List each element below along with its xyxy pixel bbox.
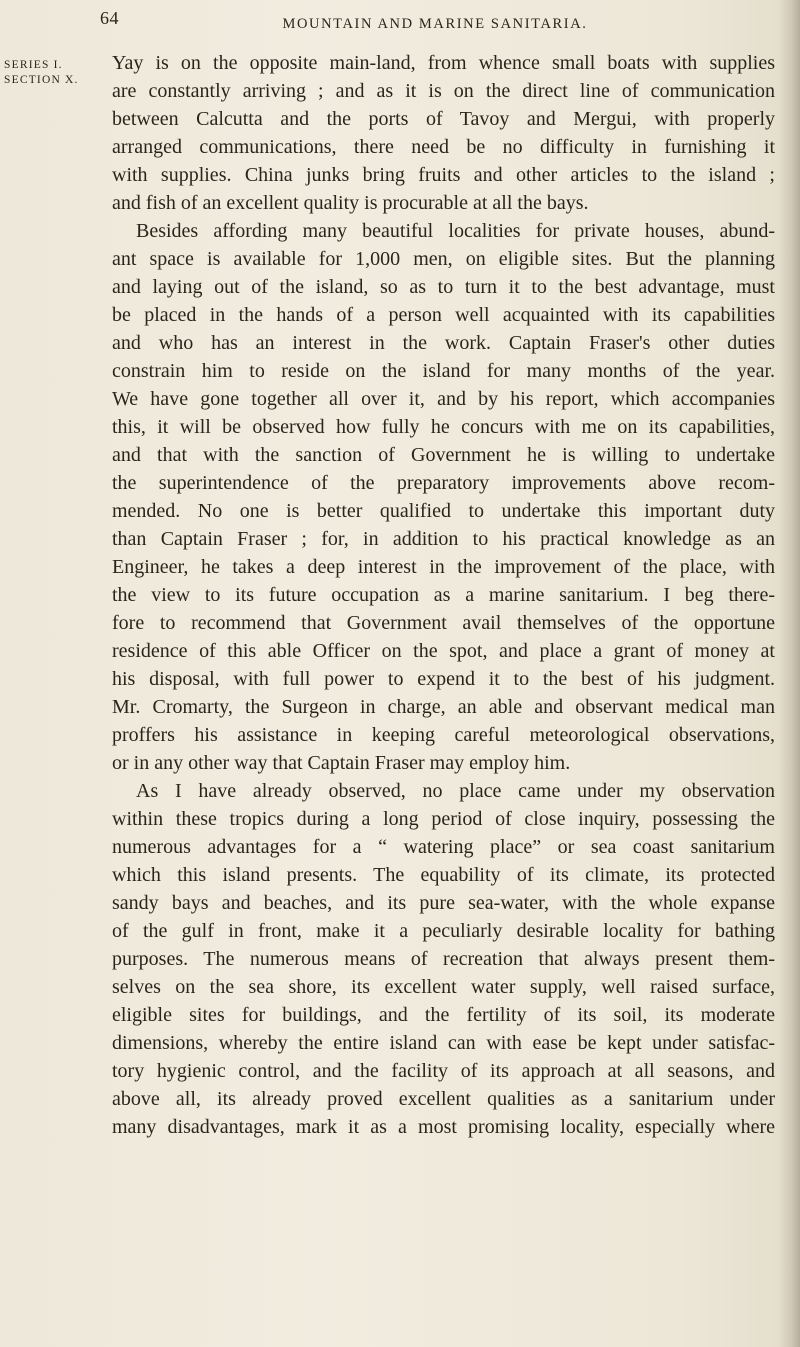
text-line: As I have already observed, no place came under my observation <box>136 780 775 802</box>
text-line: the view to its future occupation as a marine sanitarium. I beg there- <box>112 584 775 606</box>
text-line: Besides affording many beautiful localities for private houses, abund- <box>136 220 775 242</box>
text-line: ant space is available for 1,000 men, on eligible sites. But the planning <box>112 248 775 270</box>
margin-section: SECTION X. <box>4 74 79 86</box>
text-line: with supplies. China junks bring fruits and other articles to the island ; <box>112 164 775 186</box>
text-line: Mr. Cromarty, the Surgeon in charge, an able and observant medical man <box>112 696 775 718</box>
text-line: proffers his assistance in keeping careful meteorological observations, <box>112 724 775 746</box>
text-line: purposes. The numerous means of recreation that always present them- <box>112 948 775 970</box>
text-line: or in any other way that Captain Fraser may employ him. <box>112 752 571 774</box>
margin-series: SERIES I. <box>4 59 63 71</box>
text-line: constrain him to reside on the island for many months of the year. <box>112 360 775 382</box>
text-line: dimensions, whereby the entire island can with ease be kept under satisfac- <box>112 1032 775 1054</box>
text-line: than Captain Fraser ; for, in addition to his practical knowledge as an <box>112 528 775 550</box>
text-line: Yay is on the opposite main-land, from whence small boats with supplies <box>112 52 775 74</box>
text-line: which this island presents. The equability of its climate, its protected <box>112 864 775 886</box>
text-line: above all, its already proved excellent qualities as a sanitarium under <box>112 1088 775 1110</box>
text-line: selves on the sea shore, its excellent water supply, well raised surface, <box>112 976 775 998</box>
text-line: of the gulf in front, make it a peculiarly desirable locality for bathing <box>112 920 775 942</box>
text-line: many disadvantages, mark it as a most promising locality, especially where <box>112 1116 775 1138</box>
text-line: We have gone together all over it, and by his report, which accompanies <box>112 388 775 410</box>
text-line: mended. No one is better qualified to undertake this important duty <box>112 500 775 522</box>
text-line: be placed in the hands of a person well acquainted with its capabilities <box>112 304 775 326</box>
text-line: tory hygienic control, and the facility of its approach at all seasons, and <box>112 1060 775 1082</box>
text-line: arranged communications, there need be no difficulty in furnishing it <box>112 136 775 158</box>
text-line: sandy bays and beaches, and its pure sea-water, with the whole expanse <box>112 892 775 914</box>
text-line: within these tropics during a long period of close inquiry, possessing the <box>112 808 775 830</box>
text-line: and laying out of the island, so as to turn it to the best advantage, must <box>112 276 775 298</box>
text-line: between Calcutta and the ports of Tavoy and Mergui, with properly <box>112 108 775 130</box>
text-line: fore to recommend that Government avail themselves of the opportune <box>112 612 775 634</box>
text-line: numerous advantages for a “ watering place” or sea coast sanitarium <box>112 836 775 858</box>
text-line: and who has an interest in the work. Captain Fraser's other duties <box>112 332 775 354</box>
text-line: and fish of an excellent quality is procurable at all the bays. <box>112 192 589 214</box>
text-line: his disposal, with full power to expend it to the best of his judgment. <box>112 668 775 690</box>
text-line: Engineer, he takes a deep interest in the improvement of the place, with <box>112 556 775 578</box>
running-head: MOUNTAIN AND MARINE SANITARIA. <box>282 16 588 32</box>
text-line: and that with the sanction of Government he is willing to undertake <box>112 444 775 466</box>
margin-note <box>4 58 84 88</box>
text-line: eligible sites for buildings, and the fertility of its soil, its moderate <box>112 1004 775 1026</box>
page-edge-shadow <box>778 0 800 1347</box>
page-number: 64 <box>100 8 119 28</box>
text-line: residence of this able Officer on the spot, and place a grant of money at <box>112 640 775 662</box>
text-line: the superintendence of the preparatory improvements above recom- <box>112 472 775 494</box>
text-line: are constantly arriving ; and as it is on the direct line of communication <box>112 80 775 102</box>
body-text <box>112 49 775 1141</box>
text-line: this, it will be observed how fully he concurs with me on its capabilities, <box>112 416 775 438</box>
